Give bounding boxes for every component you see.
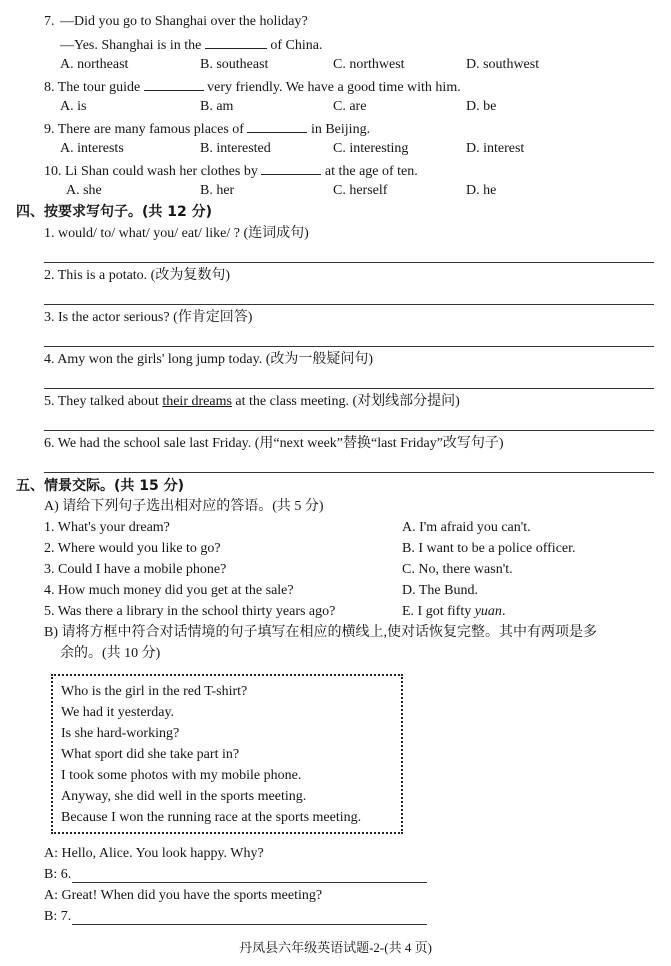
q9-option-d: D. interest xyxy=(466,141,525,156)
match-left-3: 3. Could I have a mobile phone? xyxy=(44,562,227,577)
dialog-answer-line-6[interactable] xyxy=(72,882,427,883)
dialog-line-2: B: 6. xyxy=(44,867,72,882)
q9-text-b: in Beijing. xyxy=(310,122,371,137)
section4-title: 四、按要求写句子。(共 12 分) xyxy=(16,204,213,220)
q8-number: 8. xyxy=(44,80,55,95)
q9-blank[interactable] xyxy=(247,119,307,133)
box-sentence-5: I took some photos with my mobile phone. xyxy=(61,768,302,783)
q8-option-c: C. are xyxy=(333,99,367,114)
box-sentence-4: What sport did she take part in? xyxy=(61,747,240,762)
sentence-box xyxy=(51,674,403,834)
box-sentence-3: Is she hard-working? xyxy=(61,726,180,741)
q8-text-b: very friendly. We have a good time with him. xyxy=(207,80,461,95)
answer-line-5[interactable] xyxy=(44,430,654,431)
q8-option-b: B. am xyxy=(200,99,234,114)
match-right-e-text: E. I got fifty xyxy=(402,604,472,619)
match-right-b: B. I want to be a police officer. xyxy=(402,541,576,556)
match-right-c: C. No, there wasn't. xyxy=(402,562,513,577)
section4-item-6: 6. We had the school sale last Friday. (用“next week”替换“last Friday”改写句子) xyxy=(44,436,504,451)
q7-option-a: A. northeast xyxy=(60,57,129,72)
q10-text-b: at the age of ten. xyxy=(324,164,418,179)
answer-line-6[interactable] xyxy=(44,472,654,473)
q10-option-d: D. he xyxy=(466,183,497,198)
dialog-answer-line-7[interactable] xyxy=(72,924,427,925)
item5-text-a: 5. They talked about xyxy=(44,394,159,409)
answer-line-4[interactable] xyxy=(44,388,654,389)
q8-text-a: The tour guide xyxy=(57,80,141,95)
section4-item-2: 2. This is a potato. (改为复数句) xyxy=(44,268,231,283)
match-left-1: 1. What's your dream? xyxy=(44,520,170,535)
match-right-e xyxy=(402,603,505,621)
q8-stem xyxy=(44,77,461,97)
q7-line2-text-b: of China. xyxy=(270,38,323,53)
section4-item-1: 1. would/ to/ what/ you/ eat/ like/ ? (连词成句) xyxy=(44,226,309,241)
match-right-d: D. The Bund. xyxy=(402,583,478,598)
section5-part-b-line1: B) 请将方框中符合对话情境的句子填写在相应的横线上,使对话恢复完整。其中有两项是多 xyxy=(44,625,597,640)
box-sentence-7: Because I won the running race at the sports meeting. xyxy=(61,810,362,825)
q9-option-b: B. interested xyxy=(200,141,271,156)
answer-line-2[interactable] xyxy=(44,304,654,305)
q7-option-d: D. southwest xyxy=(466,57,540,72)
section4-item-5 xyxy=(44,393,460,411)
q9-option-c: C. interesting xyxy=(333,141,409,156)
q10-number: 10. xyxy=(44,164,62,179)
q7-line2 xyxy=(60,35,322,55)
match-left-2: 2. Where would you like to go? xyxy=(44,541,221,556)
section5-part-b-line2: 余的。(共 10 分) xyxy=(60,646,161,661)
section5-title: 五、情景交际。(共 15 分) xyxy=(16,478,185,494)
q10-stem xyxy=(44,161,418,181)
section4-item-4: 4. Amy won the girls' long jump today. (改为一般疑问句) xyxy=(44,352,374,367)
match-left-5: 5. Was there a library in the school thirty years ago? xyxy=(44,604,336,619)
dialog-line-1: A: Hello, Alice. You look happy. Why? xyxy=(44,846,264,861)
section4-item-3: 3. Is the actor serious? (作肯定回答) xyxy=(44,310,253,325)
q10-option-b: B. her xyxy=(200,183,235,198)
q10-blank[interactable] xyxy=(261,161,321,175)
item5-underlined: their dreams xyxy=(162,394,232,409)
answer-line-3[interactable] xyxy=(44,346,654,347)
q9-stem xyxy=(44,119,370,139)
q7-number: 7. xyxy=(44,14,55,29)
match-left-4: 4. How much money did you get at the sale? xyxy=(44,583,294,598)
match-right-e-period: . xyxy=(501,604,506,619)
q10-option-a: A. she xyxy=(66,183,102,198)
box-sentence-6: Anyway, she did well in the sports meeting. xyxy=(61,789,307,804)
box-sentence-1: Who is the girl in the red T-shirt? xyxy=(61,684,248,699)
q7-line1: —Did you go to Shanghai over the holiday? xyxy=(60,14,308,29)
q7-line2-text-a: —Yes. Shanghai is in the xyxy=(60,38,202,53)
q9-number: 9. xyxy=(44,122,55,137)
q8-option-d: D. be xyxy=(466,99,497,114)
q10-option-c: C. herself xyxy=(333,183,388,198)
section5-part-a: A) 请给下列句子选出相对应的答语。(共 5 分) xyxy=(44,499,324,514)
q7-option-b: B. southeast xyxy=(200,57,269,72)
q10-text-a: Li Shan could wash her clothes by xyxy=(65,164,258,179)
q7-blank[interactable] xyxy=(205,35,267,49)
q8-option-a: A. is xyxy=(60,99,87,114)
box-sentence-2: We had it yesterday. xyxy=(61,705,175,720)
match-right-a: A. I'm afraid you can't. xyxy=(402,520,531,535)
page-footer: 丹凤县六年级英语试题-2-(共 4 页) xyxy=(239,940,432,955)
q9-option-a: A. interests xyxy=(60,141,124,156)
dialog-line-4: B: 7. xyxy=(44,909,72,924)
item5-text-b: at the class meeting. (对划线部分提问) xyxy=(235,394,460,409)
q7-option-c: C. northwest xyxy=(333,57,405,72)
match-right-e-italic: yuan xyxy=(474,604,502,619)
answer-line-1[interactable] xyxy=(44,262,654,263)
dialog-line-3: A: Great! When did you have the sports meeting? xyxy=(44,888,323,903)
q9-text-a: There are many famous places of xyxy=(57,122,244,137)
q8-blank[interactable] xyxy=(144,77,204,91)
